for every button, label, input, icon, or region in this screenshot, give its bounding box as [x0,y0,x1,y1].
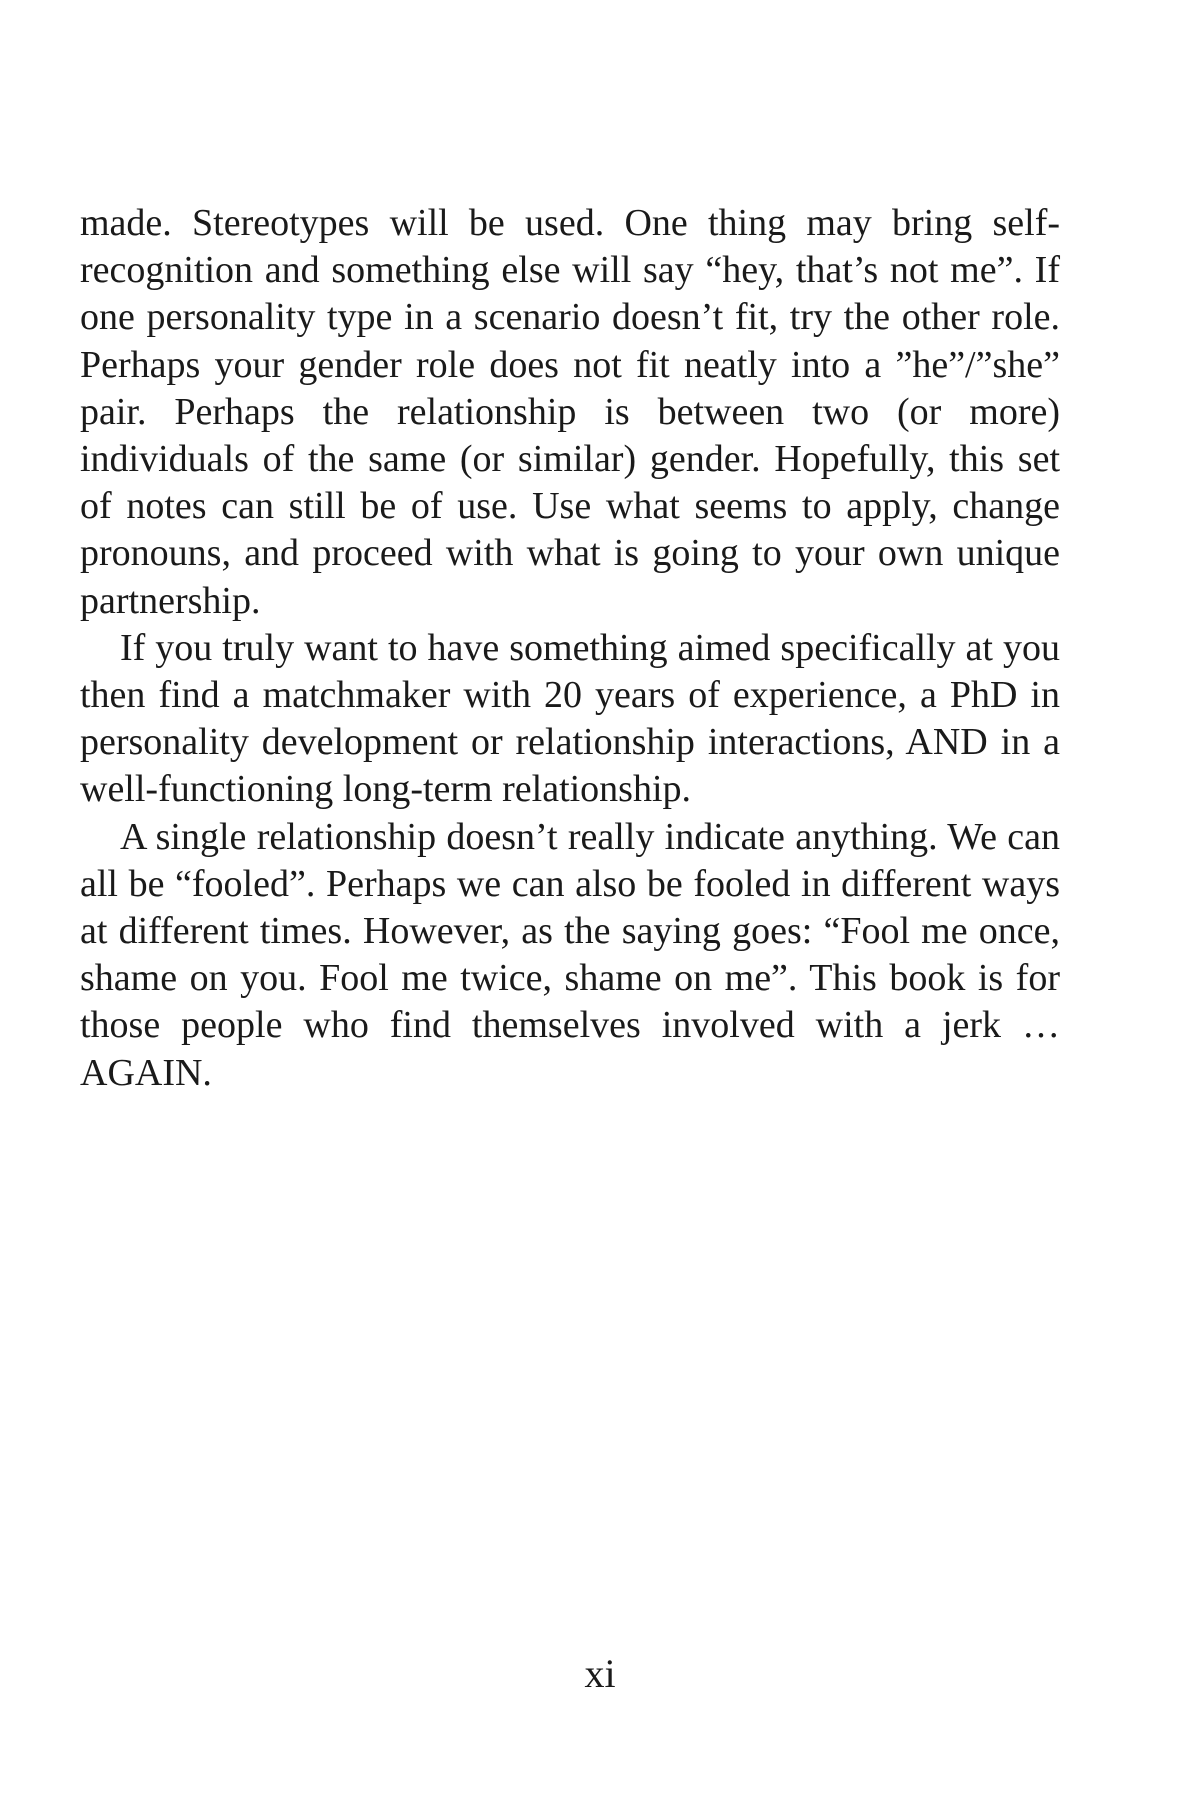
page-number: xi [584,1651,616,1696]
body-text [80,200,1060,1097]
paragraph-fooled: A single relationship doesn’t really indicate anything. We can all be “fooled”. Perhaps we can also be fooled in different ways at different times. However, as the saying goes: “Fool me once, shame on you. Fool me twice, shame on me”. This book is for those people who find themselves involved with a jerk … AGAIN. [80,815,1060,1094]
paragraph-matchmaker: If you truly want to have something aimed specifically at you then find a matchmaker with 20 years of experience, a PhD in personality development or relationship interactions, AND in a well-functioning long-term relationship. [80,626,1060,811]
paragraph-continued: made. Stereotypes will be used. One thing may bring self-recognition and something else will say “hey, that’s not me”. If one personality type in a scenario doesn’t fit, try the other role. Perhaps your gender role does not fit neatly into a ”he”/”she” pair. Perhaps the relationship is between two (or more) individuals of the same (or similar) gender. Hopefully, this set of notes can still be of use. Use what seems to apply, change pronouns, and proceed with what is going to your own unique partnership. [80,202,1060,622]
